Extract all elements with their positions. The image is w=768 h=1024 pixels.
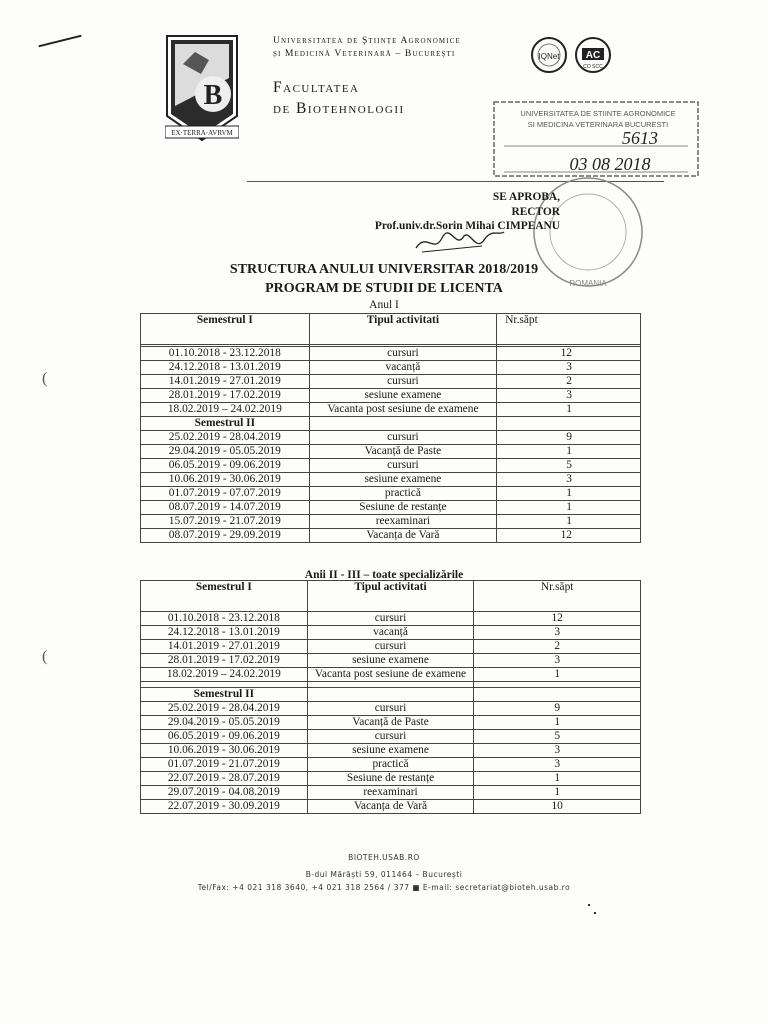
approval-line-1: SE APROBA, <box>492 191 560 203</box>
table2-caption: Anii II - III – toate specializările <box>304 569 464 581</box>
svg-text:UNIVERSITATEA DE STIINTE AGRON: UNIVERSITATEA DE STIINTE AGRONOMICE <box>520 109 676 118</box>
activity-cell: sesiune examene <box>307 654 474 668</box>
activity-cell: sesiune examene <box>307 744 474 758</box>
activity-cell: Vacanta post sesiune de examene <box>309 403 497 417</box>
svg-text:SI MEDICINA VETERINARA BUCURES: SI MEDICINA VETERINARA BUCURESTI <box>527 120 669 129</box>
activity-cell: vacanță <box>307 626 474 640</box>
date-range-cell: 18.02.2019 – 24.02.2019 <box>141 403 310 417</box>
faculty-line-1: Facultatea <box>273 79 360 96</box>
table-row <box>141 487 641 501</box>
activity-cell: practică <box>307 758 474 772</box>
activity-cell: Vacanță de Paste <box>309 445 497 459</box>
semester-2-label: Semestrul II <box>141 688 308 702</box>
column-header-weeks: Nr.săpt <box>497 314 641 345</box>
logo-motto: EX·TERRA·AVRVM <box>171 129 233 137</box>
activity-cell: vacanță <box>309 361 497 375</box>
table-row <box>141 730 641 744</box>
date-range-cell: 18.02.2019 – 24.02.2019 <box>141 668 308 682</box>
table-row <box>141 744 641 758</box>
registration-stamp <box>492 100 702 180</box>
faculty-name <box>273 77 405 119</box>
approval-line-2: RECTOR <box>511 205 560 218</box>
weeks-cell: 1 <box>497 515 641 529</box>
schedule-table-years-2-3 <box>140 580 641 814</box>
faculty-line-2: de Biotehnologii <box>273 100 405 117</box>
activity-cell: sesiune examene <box>309 473 497 487</box>
table-row <box>141 403 641 417</box>
table-row <box>141 800 641 814</box>
activity-cell: reexaminari <box>309 515 497 529</box>
approval-block <box>375 190 560 234</box>
date-range-cell: 10.06.2019 - 30.06.2019 <box>141 473 310 487</box>
activity-cell: cursuri <box>307 640 474 654</box>
weeks-cell: 12 <box>497 529 641 543</box>
document-title-line-2: PROGRAM DE STUDII DE LICENTA <box>265 281 503 296</box>
svg-text:03 08 2018: 03 08 2018 <box>569 154 651 174</box>
activity-cell: sesiune examene <box>309 389 497 403</box>
weeks-cell: 5 <box>474 730 641 744</box>
column-header-semester: Semestrul I <box>141 581 308 612</box>
activity-cell: Vacanta post sesiune de examene <box>307 668 474 682</box>
scan-speck <box>594 912 596 914</box>
table-row <box>141 431 641 445</box>
activity-cell: cursuri <box>309 375 497 389</box>
date-range-cell: 06.05.2019 - 09.06.2019 <box>141 459 310 473</box>
date-range-cell: 29.07.2019 - 04.08.2019 <box>141 786 308 800</box>
table-row <box>141 501 641 515</box>
weeks-cell: 12 <box>474 612 641 626</box>
semester-2-label: Semestrul II <box>141 417 310 431</box>
weeks-cell: 9 <box>497 431 641 445</box>
activity-cell: Vacanța de Vară <box>309 529 497 543</box>
date-range-cell: 08.07.2019 - 29.09.2019 <box>141 529 310 543</box>
date-range-cell: 01.10.2018 - 23.12.2018 <box>141 612 308 626</box>
table-row <box>141 758 641 772</box>
date-range-cell: 28.01.2019 - 17.02.2019 <box>141 654 308 668</box>
activity-cell: reexaminari <box>307 786 474 800</box>
table-row <box>141 361 641 375</box>
activity-cell: cursuri <box>309 431 497 445</box>
activity-cell: cursuri <box>307 730 474 744</box>
footer-contact: Tel/Fax: +4 021 318 3640, +4 021 318 2564 / 377 ■ E-mail: secretariat@bioteh.usab.ro <box>197 883 571 892</box>
svg-text:IQNet: IQNet <box>538 52 560 61</box>
date-range-cell: 24.12.2018 - 13.01.2019 <box>141 626 308 640</box>
table-row <box>141 515 641 529</box>
date-range-cell: 29.04.2019 - 05.05.2019 <box>141 716 308 730</box>
weeks-cell: 1 <box>497 501 641 515</box>
weeks-cell: 3 <box>497 473 641 487</box>
university-line-1: Universitatea de Științe Agronomice <box>273 35 461 46</box>
table-row <box>141 612 641 626</box>
activity-cell: Sesiune de restanțe <box>309 501 497 515</box>
date-range-cell: 01.07.2019 - 21.07.2019 <box>141 758 308 772</box>
table-row <box>141 347 641 361</box>
table-row <box>141 772 641 786</box>
weeks-cell: 1 <box>474 716 641 730</box>
date-range-cell: 25.02.2019 - 28.04.2019 <box>141 702 308 716</box>
table-row <box>141 473 641 487</box>
weeks-cell: 2 <box>474 640 641 654</box>
date-range-cell: 14.01.2019 - 27.01.2019 <box>141 640 308 654</box>
activity-cell: Sesiune de restanțe <box>307 772 474 786</box>
table-row <box>141 716 641 730</box>
activity-cell: Vacanță de Paste <box>307 716 474 730</box>
column-header-weeks: Nr.săpt <box>474 581 641 612</box>
svg-text:CO SCC: CO SCC <box>583 64 603 70</box>
table-row <box>141 375 641 389</box>
column-header-semester: Semestrul I <box>141 314 310 345</box>
svg-text:ROMANIA: ROMANIA <box>569 279 607 288</box>
date-range-cell: 24.12.2018 - 13.01.2019 <box>141 361 310 375</box>
weeks-cell: 1 <box>497 403 641 417</box>
rector-signature <box>412 228 507 256</box>
footer-address: B-dul Mărăști 59, 011464 – București <box>305 870 463 879</box>
date-range-cell: 28.01.2019 - 17.02.2019 <box>141 389 310 403</box>
table-row <box>141 529 641 543</box>
logo-letter: B <box>203 80 223 111</box>
weeks-cell: 1 <box>497 487 641 501</box>
table-row <box>141 654 641 668</box>
date-range-cell: 01.07.2019 - 07.07.2019 <box>141 487 310 501</box>
table-row <box>141 640 641 654</box>
weeks-cell: 12 <box>497 347 641 361</box>
activity-cell: cursuri <box>307 612 474 626</box>
column-header-activity: Tipul activitati <box>307 581 474 612</box>
date-range-cell: 22.07.2019 - 28.07.2019 <box>141 772 308 786</box>
footer-website: BIOTEH.USAB.RO <box>348 853 420 862</box>
document-title-line-1: STRUCTURA ANULUI UNIVERSITAR 2018/2019 <box>229 262 539 277</box>
date-range-cell: 06.05.2019 - 09.06.2019 <box>141 730 308 744</box>
weeks-cell: 10 <box>474 800 641 814</box>
punch-mark: ( <box>42 370 48 387</box>
date-range-cell: 01.10.2018 - 23.12.2018 <box>141 347 310 361</box>
weeks-cell: 5 <box>497 459 641 473</box>
date-range-cell: 14.01.2019 - 27.01.2019 <box>141 375 310 389</box>
table-row <box>141 459 641 473</box>
svg-text:5613: 5613 <box>622 128 658 148</box>
date-range-cell: 29.04.2019 - 05.05.2019 <box>141 445 310 459</box>
weeks-cell: 3 <box>474 626 641 640</box>
weeks-cell: 1 <box>474 786 641 800</box>
table-row <box>141 786 641 800</box>
date-range-cell: 08.07.2019 - 14.07.2019 <box>141 501 310 515</box>
column-header-activity: Tipul activitati <box>309 314 497 345</box>
table-row <box>141 445 641 459</box>
date-range-cell: 25.02.2019 - 28.04.2019 <box>141 431 310 445</box>
table-row <box>141 389 641 403</box>
weeks-cell: 3 <box>474 758 641 772</box>
table-row <box>141 668 641 682</box>
scan-speck <box>588 904 590 906</box>
punch-mark: ( <box>42 648 48 665</box>
approval-line-3: Prof.univ.dr.Sorin Mihai CIMPEANU <box>374 220 560 232</box>
svg-text:AC: AC <box>585 50 601 61</box>
weeks-cell: 1 <box>474 668 641 682</box>
weeks-cell: 1 <box>497 445 641 459</box>
activity-cell: cursuri <box>309 347 497 361</box>
table-row <box>141 626 641 640</box>
ac-cert-icon <box>574 36 612 74</box>
university-crest-icon <box>165 34 239 142</box>
weeks-cell: 2 <box>497 375 641 389</box>
weeks-cell: 3 <box>497 361 641 375</box>
date-range-cell: 10.06.2019 - 30.06.2019 <box>141 744 308 758</box>
date-range-cell: 22.07.2019 - 30.09.2019 <box>141 800 308 814</box>
activity-cell: cursuri <box>307 702 474 716</box>
iqnet-cert-icon <box>530 36 568 74</box>
activity-cell: Vacanța de Vară <box>307 800 474 814</box>
university-name <box>273 34 461 60</box>
weeks-cell: 9 <box>474 702 641 716</box>
activity-cell: cursuri <box>309 459 497 473</box>
activity-cell: practică <box>309 487 497 501</box>
university-line-2: și Medicină Veterinară – București <box>273 48 456 59</box>
weeks-cell: 3 <box>474 744 641 758</box>
schedule-table-year-1 <box>140 313 641 543</box>
table1-caption: Anul I <box>369 299 399 311</box>
weeks-cell: 3 <box>474 654 641 668</box>
weeks-cell: 1 <box>474 772 641 786</box>
pen-mark <box>38 35 81 48</box>
table-row <box>141 702 641 716</box>
weeks-cell: 3 <box>497 389 641 403</box>
date-range-cell: 15.07.2019 - 21.07.2019 <box>141 515 310 529</box>
